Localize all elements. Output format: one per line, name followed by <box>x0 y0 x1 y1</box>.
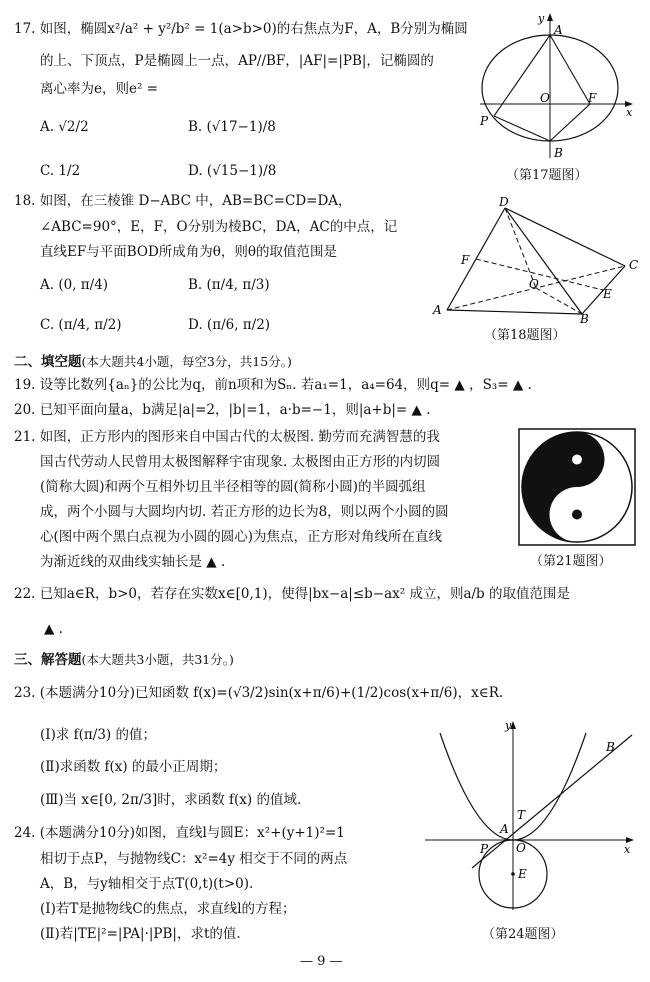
q17-line-3: 离心率为e，则e² = <box>40 81 158 97</box>
q24-label-o: O <box>516 841 526 855</box>
q21-line-3: (简称大圆)和两个互相外切且半径相等的圆(简称小圆)的半圆弧组 <box>40 479 426 495</box>
page-number: — 9 — <box>300 954 343 969</box>
q18-edge-ab <box>447 310 582 314</box>
q17-label-b: B <box>554 146 563 160</box>
q21-line-4: 成，两个小圆与大圆均内切. 若正方形的边长为8，则以两个小圆的圆 <box>40 504 449 520</box>
q24-figure <box>420 715 645 915</box>
q24-point-e <box>511 872 515 876</box>
q17-label-a: A <box>554 23 563 37</box>
section-3-heading <box>14 648 234 668</box>
q21-black-dot <box>572 510 582 520</box>
q18-line-2: ∠ABC=90°，E，F，O分别为棱BC，DA，AC的中点，记 <box>40 219 398 235</box>
q18-line-3: 直线EF与平面BOD所成角为θ，则θ的取值范围是 <box>40 244 338 260</box>
q18-segment-ef <box>476 259 603 290</box>
q23-line-4: (Ⅲ)当 x∈[0, 2π/3]时，求函数 f(x) 的值域. <box>40 792 302 808</box>
q24-line-3: A，B，与y轴相交于点T(0,t)(t>0). <box>40 876 254 892</box>
q24-caption: （第24题图） <box>482 927 564 942</box>
q24-line-5: (Ⅱ)若|TE|²=|PA|·|PB|，求t的值. <box>40 926 241 942</box>
q24-line-4: (Ⅰ)若T是抛物线C的焦点，求直线l的方程； <box>40 901 296 917</box>
q18-label-f: F <box>461 253 470 267</box>
q21-line-6: 为渐近线的双曲线实轴长是 ▲ . <box>40 554 226 570</box>
q24-line-2: 相切于点P，与抛物线C：x²=4y 相交于不同的两点 <box>40 851 348 867</box>
q22-line-2: ▲ . <box>44 621 63 637</box>
q18-caption: （第18题图） <box>484 328 566 343</box>
q17-label-f: F <box>588 91 597 105</box>
q18-figure <box>425 192 645 324</box>
q18-option-c: C. (π/4, π/2) <box>40 317 122 333</box>
q21-line-2: 国古代劳动人民曾用太极图解释宇宙现象. 太极图由正方形的内切圆 <box>40 454 441 470</box>
q17-option-a: A. √2/2 <box>40 119 89 135</box>
section-3-title: 三、解答题 <box>14 652 82 668</box>
q18-option-b: B. (π/4, π/3) <box>188 277 270 293</box>
q17-option-b: B. (√17−1)/8 <box>188 119 276 135</box>
q23-line-2: (Ⅰ)求 f(π/3) 的值； <box>40 727 156 743</box>
q24-label-t: T <box>517 808 526 822</box>
q24-label-y: y <box>505 719 512 732</box>
section-3-note: (本大题共3小题，共31分。) <box>81 652 234 667</box>
q17-line-1: 17. 如图，椭圆x²/a² + y²/b² = 1(a>b>0)的右焦点为F，A，B分别为椭圆 <box>14 21 468 37</box>
q17-label-o: O <box>540 91 550 105</box>
q18-line-1: 18. 如图，在三棱锥 D−ABC 中，AB=BC=CD=DA， <box>14 193 352 209</box>
q24-line-l <box>472 735 632 868</box>
q18-segment-do <box>505 208 536 288</box>
q24-label-e: E <box>518 867 527 881</box>
q18-label-e: E <box>603 287 612 301</box>
q22-line-1: 22. 已知a∈R，b>0，若存在实数x∈[0,1)，使得|bx−a|≤b−ax² 成立，则a/b 的取值范围是 <box>14 586 570 602</box>
q18-edge-db <box>505 208 582 314</box>
section-2-heading <box>14 350 292 370</box>
q18-segment-ob <box>536 288 582 314</box>
q21-caption: （第21题图） <box>530 554 612 569</box>
q24-label-b: B <box>606 740 615 754</box>
q18-label-o: O <box>529 277 539 291</box>
q18-label-a: A <box>433 303 442 317</box>
q17-caption: （第17题图） <box>506 168 588 183</box>
q21-line-5: 心(图中两个黑白点视为小圆的圆心)为焦点，正方形对角线所在直线 <box>40 529 443 545</box>
q20-text: 20. 已知平面向量a，b满足|a|=2，|b|=1，a·b=−1，则|a+b|= ▲ . <box>14 402 431 418</box>
q21-line-1: 21. 如图，正方形内的图形来自中国古代的太极图. 勤劳而充满智慧的我 <box>14 429 440 445</box>
q17-line-pb <box>494 116 550 141</box>
q18-edge-dc <box>505 208 625 266</box>
q24-label-p: P <box>480 842 489 856</box>
q17-label-x: x <box>626 106 633 119</box>
q17-figure <box>470 8 640 163</box>
q17-option-d: D. (√15−1)/8 <box>188 163 277 179</box>
q24-label-x: x <box>624 843 631 856</box>
q23-line-3: (Ⅱ)求函数 f(x) 的最小正周期； <box>40 759 227 775</box>
q17-lines-af-bf <box>550 35 590 141</box>
section-2-title: 二、填空题 <box>14 354 82 370</box>
q17-label-p: P <box>480 114 489 128</box>
q24-label-a: A <box>500 822 509 836</box>
q18-label-d: D <box>499 195 509 209</box>
q19-text: 19. 设等比数列{aₙ}的公比为q，前n项和为Sₙ. 若a₁=1，a₄=64，则q= ▲ ，S₃= ▲ . <box>14 377 532 393</box>
q18-label-b: B <box>580 312 589 324</box>
q24-line-1: 24. (本题满分10分)如图，直线l与圆E：x²+(y+1)²=1 <box>14 825 345 841</box>
q21-taiji-figure <box>518 428 636 546</box>
q23-line-1: 23. (本题满分10分)已知函数 f(x)=(√3/2)sin(x+π/6)+(1/2)cos(x+π/6)，x∈R. <box>14 685 504 701</box>
q17-option-c: C. 1/2 <box>40 163 81 179</box>
q18-option-a: A. (0, π/4) <box>40 277 109 293</box>
q17-label-y: y <box>538 12 545 25</box>
q18-label-c: C <box>629 258 639 272</box>
q18-option-d: D. (π/6, π/2) <box>188 317 271 333</box>
q21-white-dot <box>572 455 582 465</box>
q17-y-arrow <box>547 13 553 21</box>
q17-line-2: 的上、下顶点，P是椭圆上一点，AP//BF，|AF|=|PB|，记椭圆的 <box>40 53 434 69</box>
section-2-note: (本大题共4小题，每空3分，共15分。) <box>81 354 292 369</box>
